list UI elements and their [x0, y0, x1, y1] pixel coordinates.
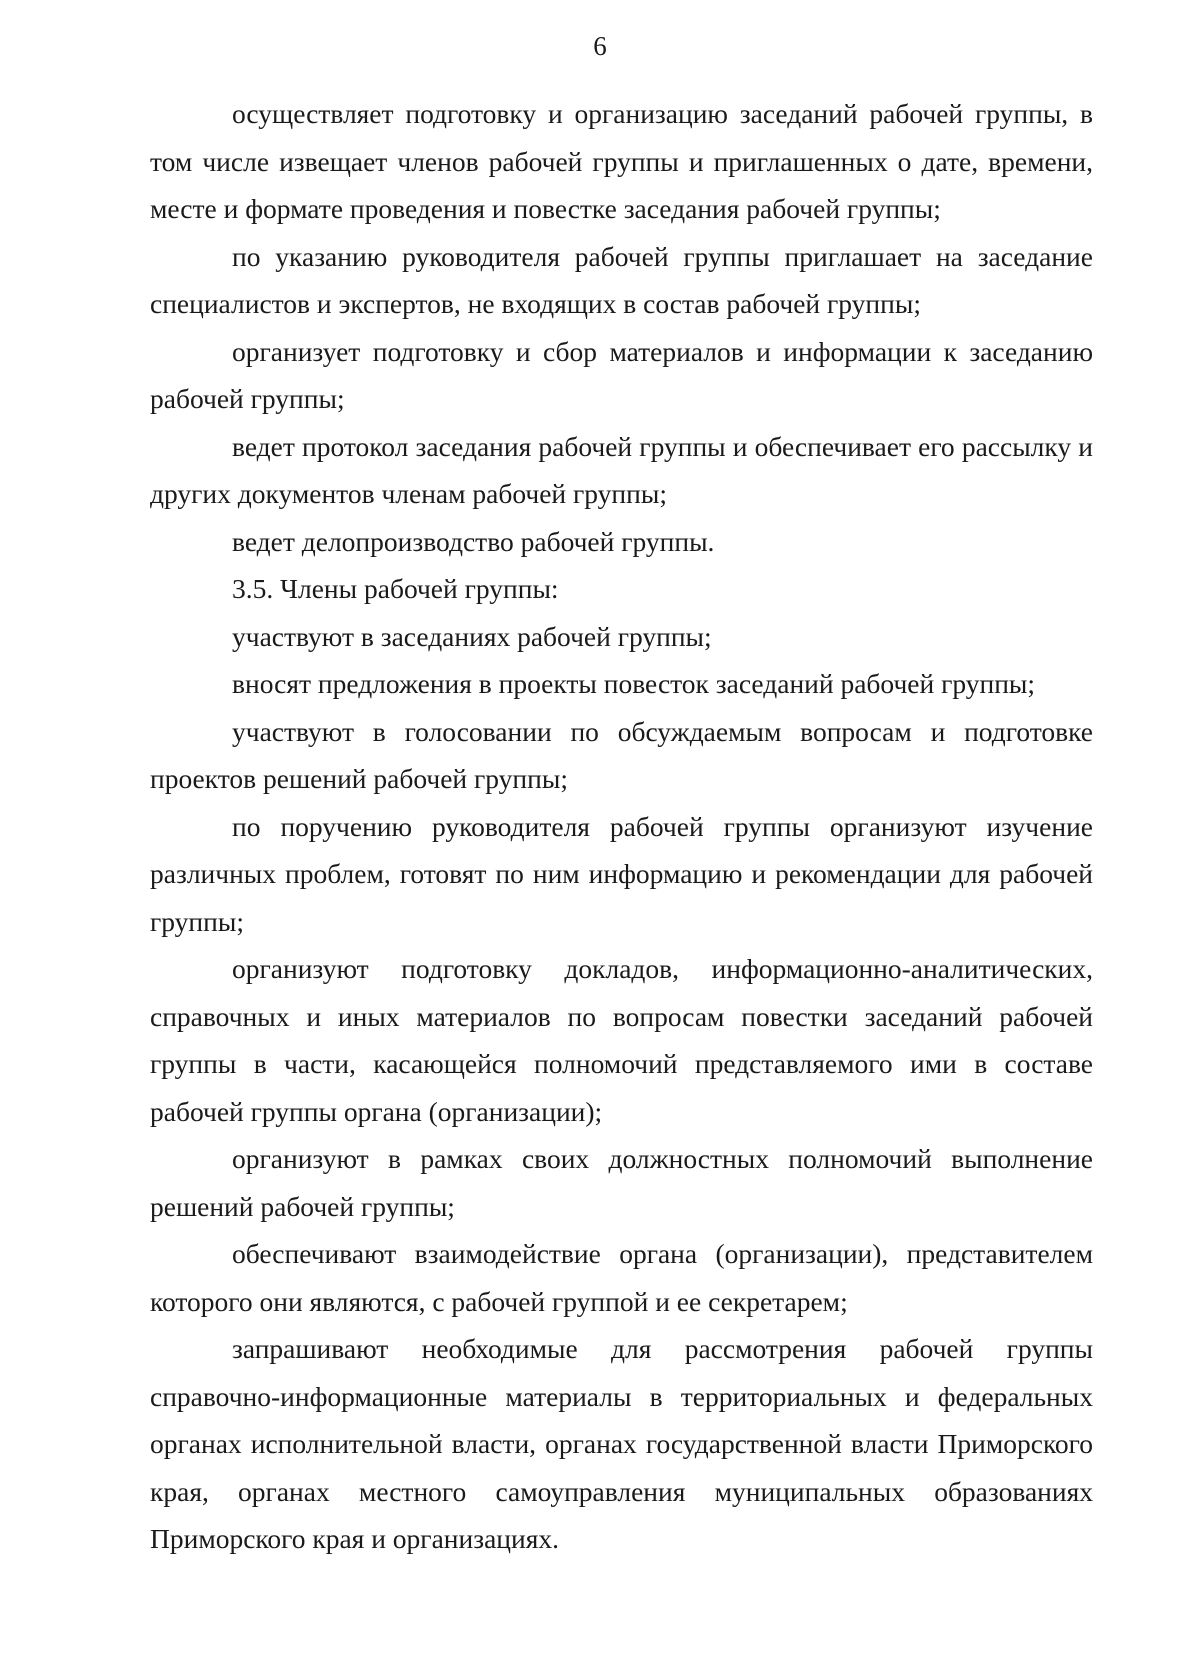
- paragraph: обеспечивают взаимодействие органа (организации), представителем которого они являются, с рабочей группой и ее секретарем;: [150, 1238, 1093, 1317]
- paragraph: организуют подготовку докладов, информационно-аналитических, справочных и иных материалов по вопросам повестки заседаний рабочей группы в части, касающейся полномочий представляемого ими в составе рабочей группы органа (организации);: [150, 953, 1093, 1127]
- paragraph: участвуют в заседаниях рабочей группы;: [232, 620, 712, 652]
- paragraph: ведет протокол заседания рабочей группы и обеспечивает его рассылку и других документов членам рабочей группы;: [150, 430, 1093, 509]
- page-number: 6: [593, 31, 607, 61]
- paragraph: запрашивают необходимые для рассмотрения рабочей группы справочно-информационные материалы в территориальных и федеральных органах исполнительной власти, органах государственной власти Приморского края, органах местного самоуправления муниципальных образованиях Приморского края и организациях.: [150, 1333, 1093, 1554]
- document-body: [150, 90, 1093, 1563]
- paragraph: участвуют в голосовании по обсуждаемым вопросам и подготовке проектов решений рабочей группы;: [150, 715, 1093, 794]
- paragraph: ведет делопроизводство рабочей группы.: [232, 525, 715, 557]
- paragraph: организует подготовку и сбор материалов и информации к заседанию рабочей группы;: [150, 335, 1093, 414]
- paragraph: вносят предложения в проекты повесток заседаний рабочей группы;: [232, 668, 1036, 699]
- paragraph: по поручению руководителя рабочей группы организуют изучение различных проблем, готовят по ним информацию и рекомендации для рабочей группы;: [150, 810, 1093, 937]
- paragraph: по указанию руководителя рабочей группы приглашает на заседание специалистов и экспертов, не входящих в состав рабочей группы;: [150, 240, 1093, 319]
- paragraph: осуществляет подготовку и организацию заседаний рабочей группы, в том числе извещает членов рабочей группы и приглашенных о дате, времени, месте и формате проведения и повестке заседания рабочей группы;: [150, 98, 1093, 224]
- section-heading: 3.5. Члены рабочей группы:: [232, 573, 559, 604]
- paragraph: организуют в рамках своих должностных полномочий выполнение решений рабочей группы;: [150, 1143, 1093, 1222]
